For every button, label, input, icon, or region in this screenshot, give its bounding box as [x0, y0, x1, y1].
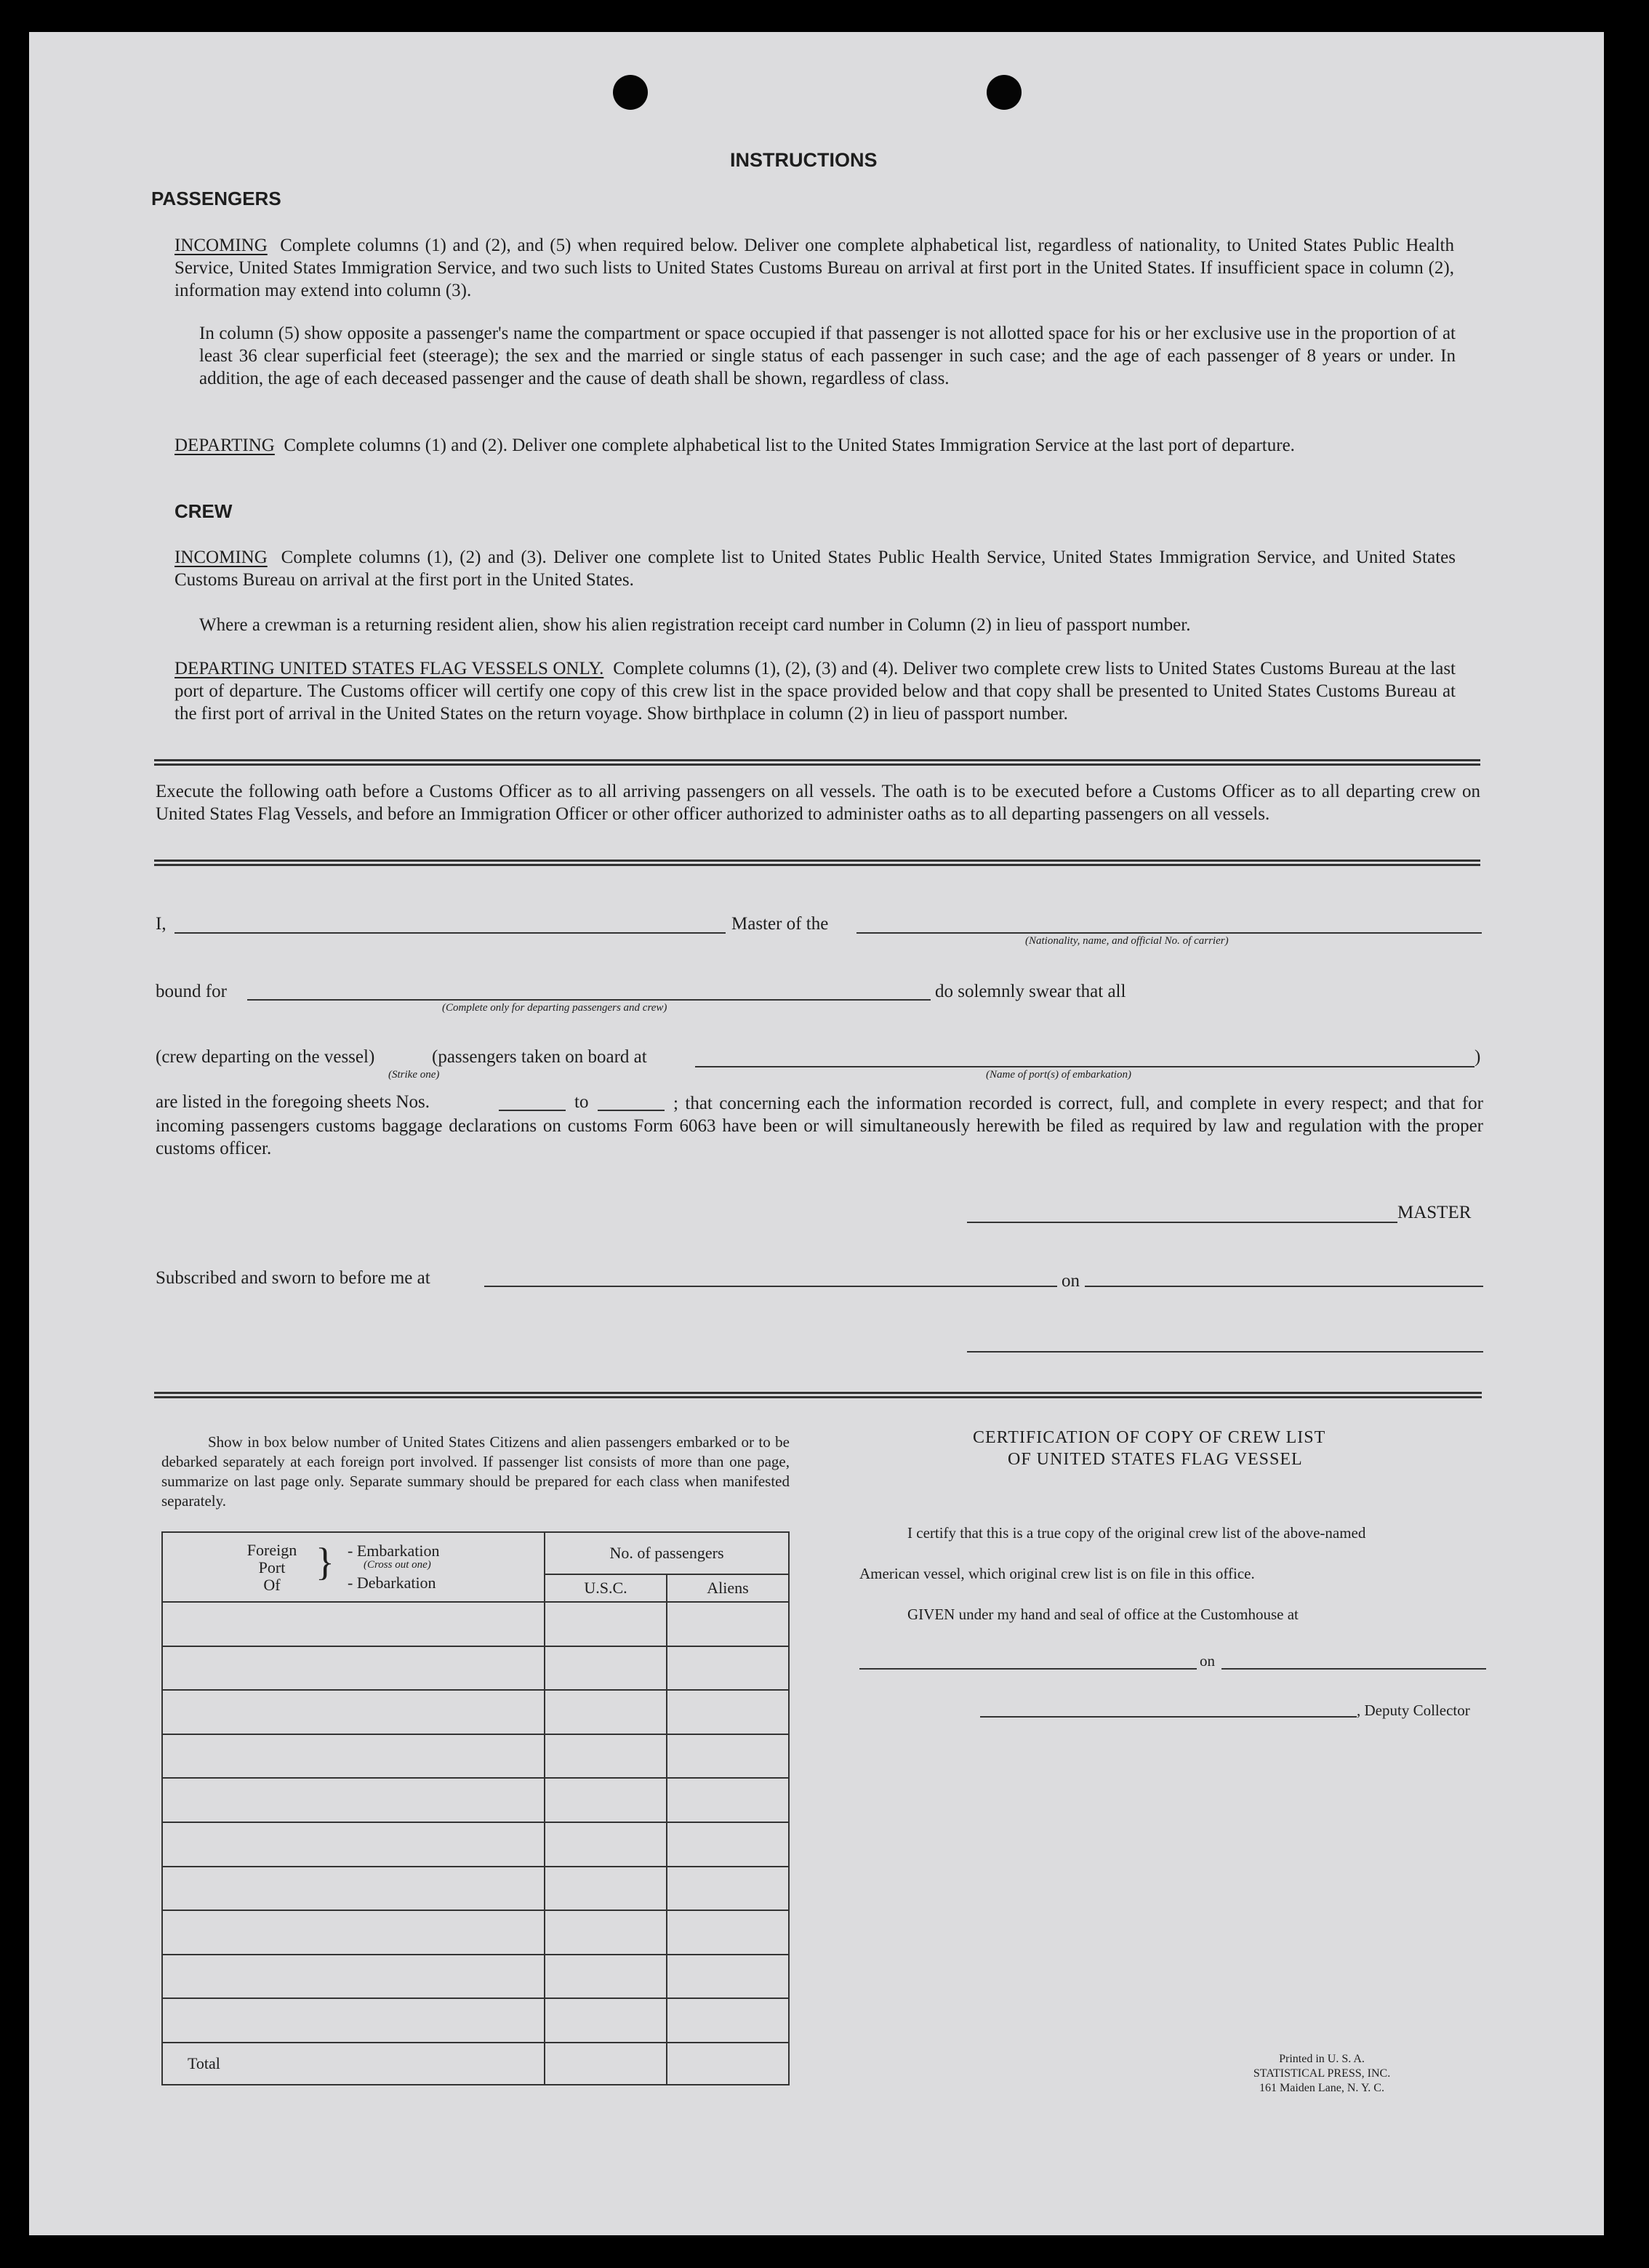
carrier-note: (Nationality, name, and official No. of carrier) [1025, 935, 1229, 947]
sworn-date-field[interactable] [1085, 1286, 1483, 1287]
master-signature-field[interactable] [967, 1222, 1397, 1223]
officer-signature-field[interactable] [967, 1351, 1483, 1353]
port-cell[interactable] [162, 1910, 545, 1955]
aliens-cell[interactable] [667, 1822, 789, 1867]
master-name-field[interactable] [174, 932, 726, 934]
crew-departing-text: Complete columns (1), (2), (3) and (4). Deliver two complete crew lists to United States Customs Bureau at the last port of departure. The Customs officer will certify one copy of this crew list in the space provided below and that copy shall be presented to United States Customs Bureau at the first port of arrival in the United States on the return voyage. Show birthplace in column (2) in lieu of passport number. [174, 659, 1456, 724]
strike-note: (Strike one) [388, 1069, 440, 1081]
usc-cell[interactable] [545, 1822, 667, 1867]
usc-cell[interactable] [545, 1602, 667, 1646]
bound-for-field[interactable] [247, 999, 931, 1001]
debarkation-label: - Debarkation [348, 1574, 436, 1592]
listed-label-a: are listed in the foregoing sheets Nos. [156, 1092, 430, 1112]
embarkation-label: - Embarkation [348, 1542, 440, 1560]
crew-resident-paragraph: Where a crewman is a returning resident alien, show his alien registration receipt card number in Column (2) in lieu of passport number. [199, 615, 1191, 635]
table-row [162, 1867, 789, 1911]
oath-i-label: I, [156, 914, 166, 934]
passengers-heading: PASSENGERS [151, 188, 281, 209]
port-cell[interactable] [162, 1778, 545, 1822]
port-cell[interactable] [162, 1690, 545, 1734]
passengers-column5-paragraph: In column (5) show opposite a passenger's name the compartment or space occupied if that passenger is not allotted space for his or her exclusive use in the proportion of at least 36 clear superficial feet (steerage); the sex and the married or single status of each passenger in such case; and the age of each passenger of 8 years or under. In addition, the age of each deceased passenger and the cause of death shall be shown, regardless of class. [199, 324, 1456, 388]
table-row [162, 1646, 789, 1691]
usc-cell[interactable] [545, 1690, 667, 1734]
passengers-departing-paragraph [174, 434, 1454, 457]
ports-close-paren: ) [1475, 1047, 1481, 1067]
bound-for-label: bound for [156, 982, 227, 1001]
cert-on-label: on [1200, 1652, 1215, 1670]
no-of-passengers-header: No. of passengers [545, 1532, 789, 1574]
aliens-cell[interactable] [667, 1867, 789, 1911]
passengers-incoming-text: Complete columns (1) and (2), and (5) when required below. Deliver one complete alphabetical list, regardless of nationality, to United States Public Health Service, United States Immigration Service, and two such lists to United States Customs Bureau on arrival at first port in the United States. If insufficient space in column (2), information may extend into column (3). [174, 236, 1454, 300]
table-row [162, 1690, 789, 1734]
swear-text: do solemnly swear that all [935, 982, 1126, 1001]
port-cell[interactable] [162, 1734, 545, 1779]
aliens-cell[interactable] [667, 1602, 789, 1646]
passengers-incoming-paragraph [174, 234, 1454, 302]
crew-departing-option: (crew departing on the vessel) [156, 1047, 375, 1067]
cross-out-note: (Cross out one) [364, 1559, 431, 1571]
foreign-port-header: Foreign Port Of } - Embarkation (Cross out one) - Debarkation [162, 1532, 545, 1602]
total-usc-cell[interactable] [545, 2043, 667, 2085]
aliens-cell[interactable] [667, 1955, 789, 1999]
port-cell[interactable] [162, 1602, 545, 1646]
aliens-cell[interactable] [667, 1778, 789, 1822]
certification-title-2: OF UNITED STATES FLAG VESSEL [1008, 1450, 1303, 1469]
summary-intro: Show in box below number of United States Citizens and alien passengers embarked or to be debarked separately at each foreign port involved. If passenger list consists of more than one page, summarize on last page only. Separate summary should be prepared for each class when manifested separately. [161, 1433, 790, 1510]
port-label: Port [258, 1558, 286, 1576]
customhouse-field[interactable] [859, 1668, 1197, 1670]
given-text: GIVEN under my hand and seal of office at the Customhouse at [907, 1606, 1299, 1623]
foreign-label: Foreign [246, 1541, 297, 1559]
passenger-summary-table [161, 1531, 790, 2085]
sworn-place-field[interactable] [484, 1286, 1057, 1287]
table-row [162, 1602, 789, 1646]
usc-cell[interactable] [545, 1910, 667, 1955]
port-cell[interactable] [162, 1998, 545, 2043]
instructions-title: INSTRUCTIONS [730, 149, 878, 171]
port-cell[interactable] [162, 1822, 545, 1867]
ports-note: (Name of port(s) of embarkation) [986, 1069, 1131, 1081]
total-label: Total [188, 2053, 220, 2072]
total-label-cell [162, 2043, 545, 2085]
sworn-on-label: on [1062, 1271, 1080, 1291]
crew-incoming-paragraph [174, 546, 1456, 591]
printer-imprint [1253, 2052, 1391, 2096]
listed-to-label: to [574, 1092, 589, 1112]
table-row [162, 1955, 789, 1999]
usc-cell[interactable] [545, 1867, 667, 1911]
oath-intro: Execute the following oath before a Customs Officer as to all arriving passengers on all vessels. The oath is to be executed before a Customs Officer as to all departing crew on United States Flag Vessels, and before an Immigration Officer or other officer authorized to administer oaths as to all departing passengers on all vessels. [156, 782, 1480, 824]
total-aliens-cell[interactable] [667, 2043, 789, 2085]
section-divider-2 [154, 859, 1480, 866]
ports-field[interactable] [695, 1066, 1475, 1067]
aliens-cell[interactable] [667, 1690, 789, 1734]
master-of-the-label: Master of the [731, 914, 829, 934]
carrier-field[interactable] [856, 932, 1482, 934]
usc-cell[interactable] [545, 1998, 667, 2043]
departing-label: DEPARTING [174, 436, 275, 455]
usc-cell[interactable] [545, 1646, 667, 1691]
aliens-cell[interactable] [667, 1910, 789, 1955]
section-divider-3 [154, 1392, 1482, 1398]
usc-cell[interactable] [545, 1955, 667, 1999]
crew-incoming-label: INCOMING [174, 548, 268, 567]
subscribed-label: Subscribed and sworn to before me at [156, 1268, 430, 1288]
table-row [162, 1734, 789, 1779]
punch-hole-left [613, 75, 648, 110]
aliens-cell[interactable] [667, 1646, 789, 1691]
printer-line-3: 161 Maiden Lane, N. Y. C. [1259, 2082, 1384, 2094]
port-cell[interactable] [162, 1646, 545, 1691]
table-row [162, 1910, 789, 1955]
bound-note: (Complete only for departing passengers and crew) [442, 1002, 667, 1014]
table-row [162, 1998, 789, 2043]
incoming-label: INCOMING [174, 236, 268, 255]
crew-incoming-text: Complete columns (1), (2) and (3). Deliver one complete list to United States Public Health Service, United States Immigration Service, and United States Customs Bureau on arrival at the first port in the United States. [174, 548, 1456, 590]
passengers-departing-text: Complete columns (1) and (2). Deliver one complete alphabetical list to the United States Immigration Service at the last port of departure. [284, 436, 1295, 455]
certification-title-1: CERTIFICATION OF COPY OF CREW LIST [973, 1428, 1326, 1447]
passengers-taken-option: (passengers taken on board at [432, 1047, 647, 1067]
listed-text-b: ; that concerning each the information recorded is correct, full, and complete in every respect; and that for incoming passengers customs baggage declarations on customs Form 6063 have been or will simultaneously herewith be filed as required by law and regulation with the proper customs officer. [156, 1094, 1483, 1158]
punch-hole-right [987, 75, 1022, 110]
usc-cell[interactable] [545, 1734, 667, 1779]
certify-text-a: I certify that this is a true copy of the original crew list of the above-named [907, 1524, 1366, 1542]
aliens-cell[interactable] [667, 1998, 789, 2043]
certify-text-b: American vessel, which original crew list is on file in this office. [859, 1565, 1255, 1582]
aliens-header: Aliens [667, 1574, 789, 1602]
port-cell[interactable] [162, 1955, 545, 1999]
printer-line-1: Printed in U. S. A. [1279, 2053, 1365, 2065]
section-divider-1 [154, 759, 1480, 766]
port-cell[interactable] [162, 1867, 545, 1911]
crew-heading: CREW [174, 500, 233, 522]
cert-date-field[interactable] [1221, 1668, 1486, 1670]
crew-departing-label: DEPARTING UNITED STATES FLAG VESSELS ONLY. [174, 659, 604, 678]
crew-departing-paragraph [174, 657, 1456, 725]
usc-header: U.S.C. [545, 1574, 667, 1602]
table-row [162, 1822, 789, 1867]
deputy-collector-label: , Deputy Collector [1357, 1702, 1470, 1719]
printer-line-2: STATISTICAL PRESS, INC. [1253, 2067, 1391, 2080]
usc-cell[interactable] [545, 1778, 667, 1822]
deputy-signature-field[interactable] [980, 1716, 1357, 1718]
master-label: MASTER [1397, 1203, 1472, 1222]
table-row [162, 1778, 789, 1822]
of-label: Of [263, 1576, 281, 1594]
aliens-cell[interactable] [667, 1734, 789, 1779]
